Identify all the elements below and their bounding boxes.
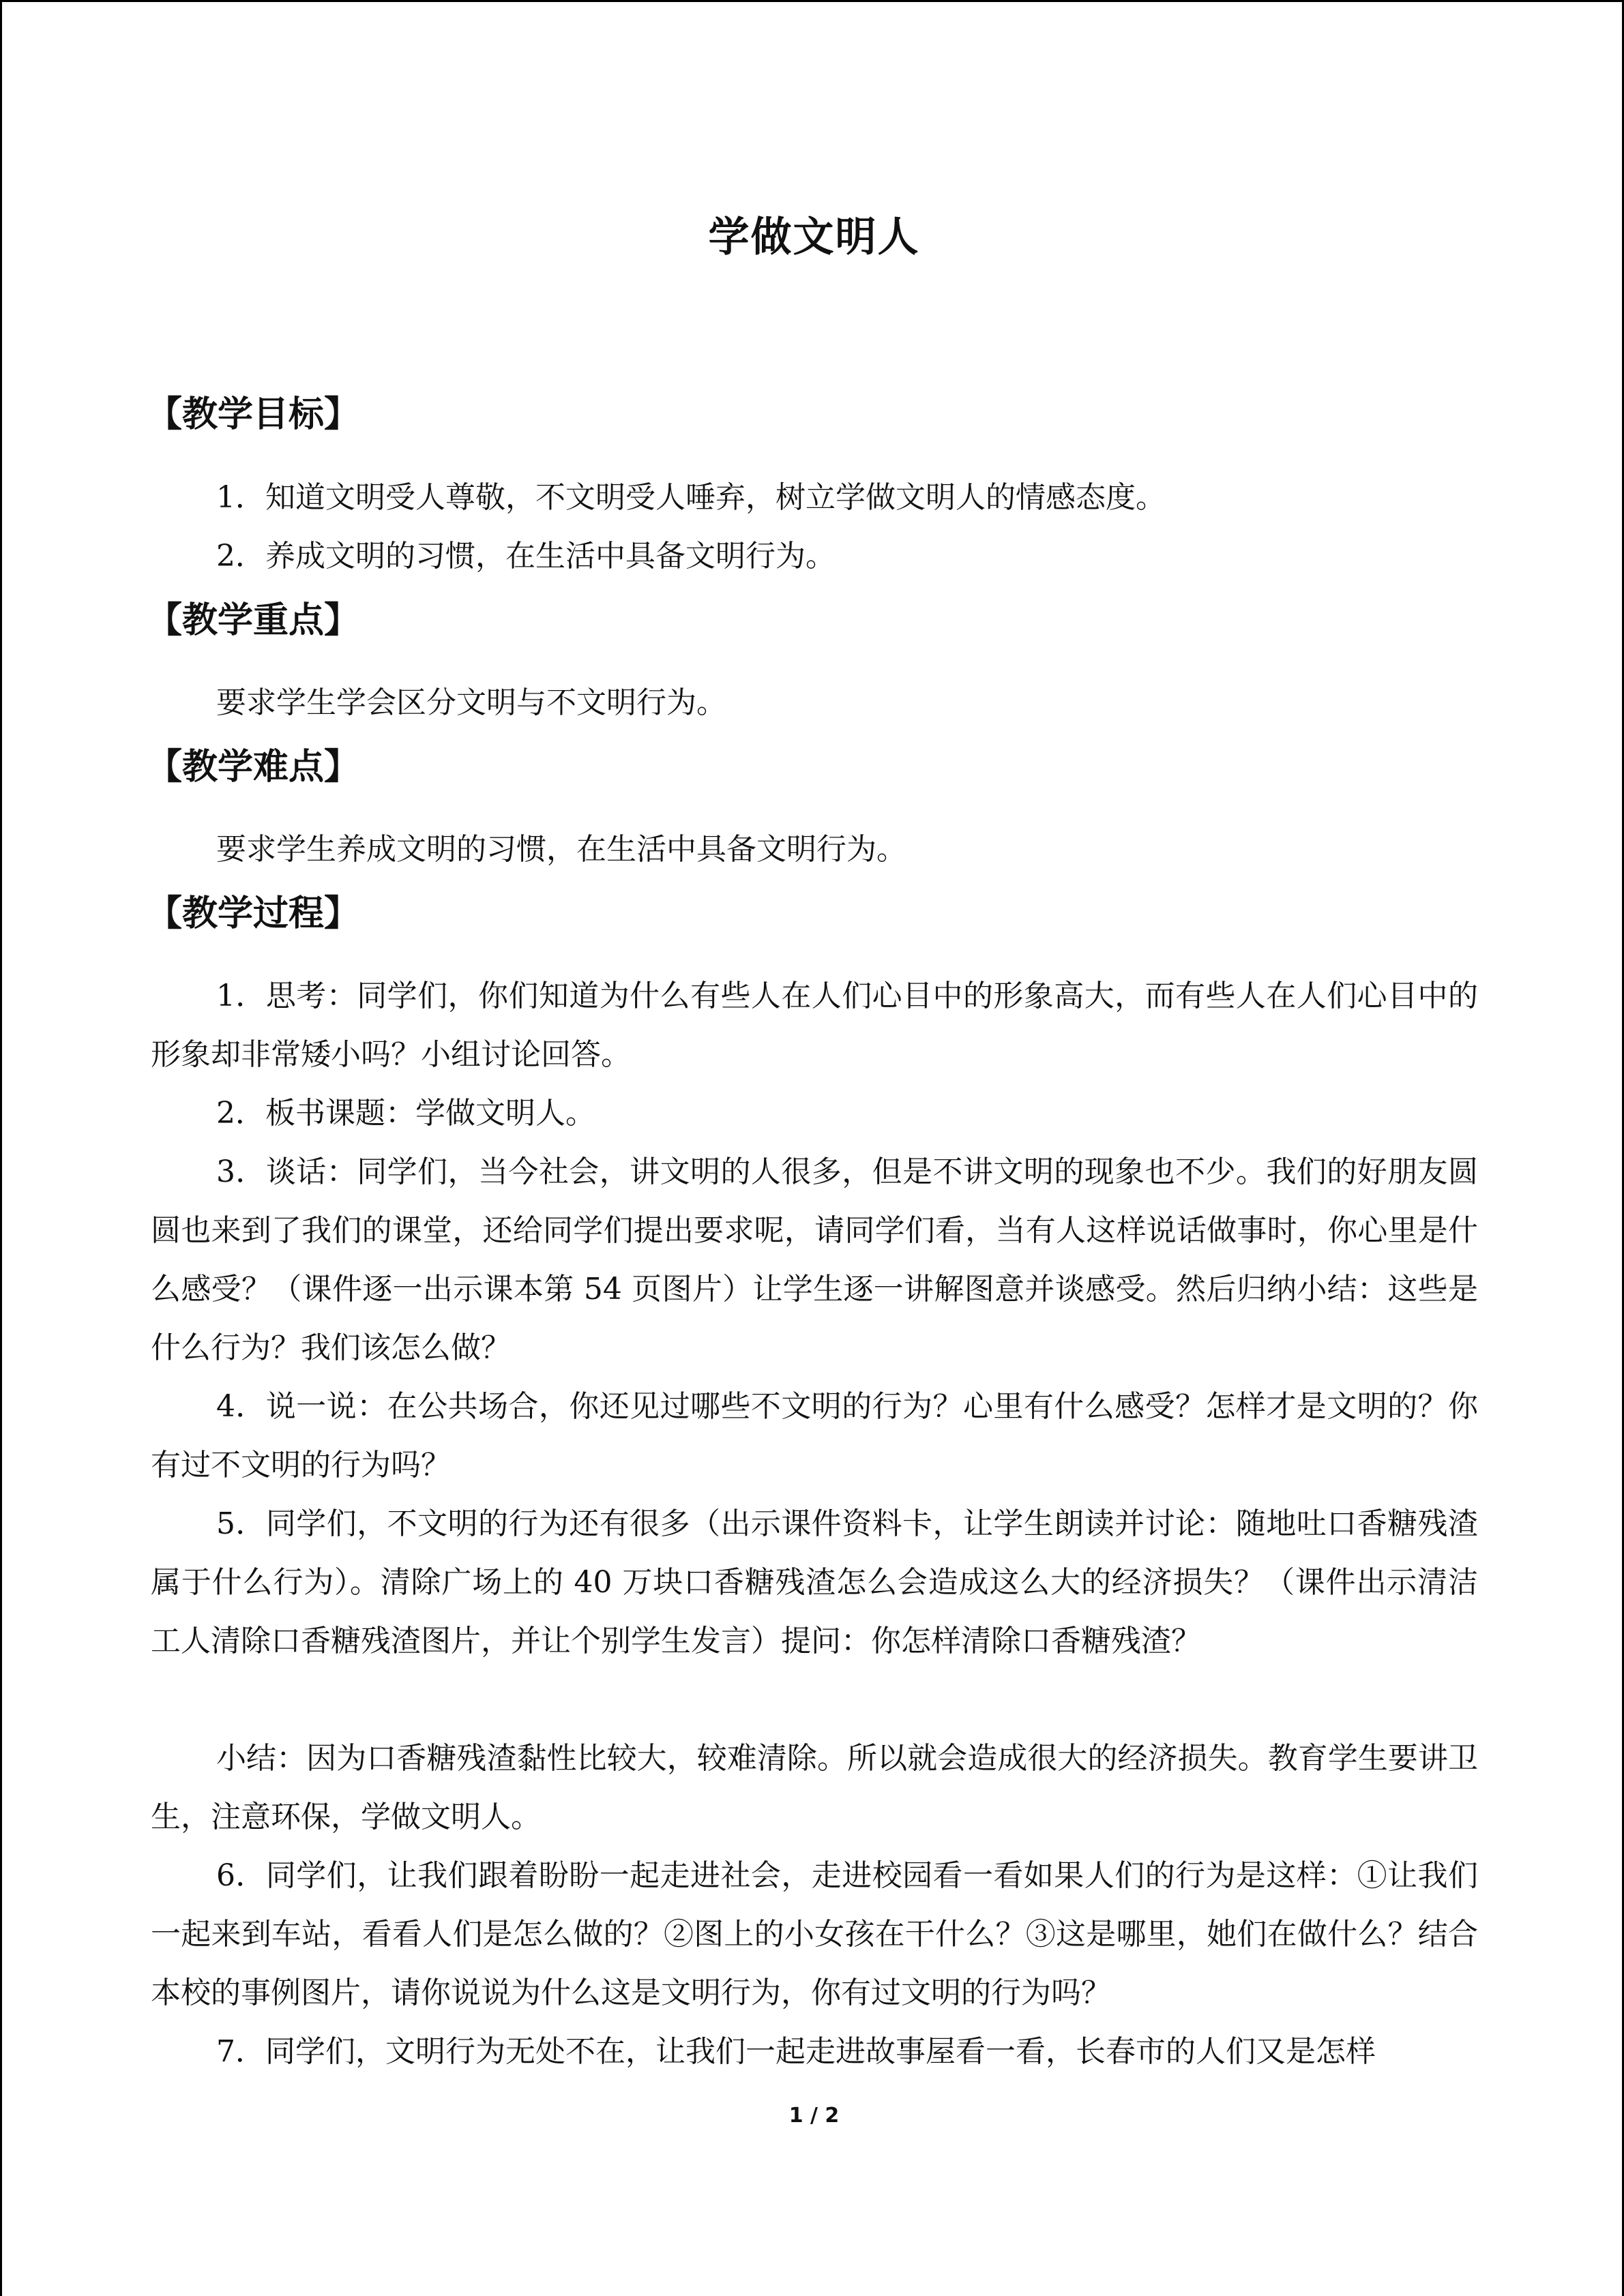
heading-difficulties: 【教学难点】 bbox=[147, 746, 360, 788]
key-points-text: 要求学生学会区分文明与不文明行为。 bbox=[216, 685, 726, 720]
process-paragraph: 3．谈话：同学们，当今社会，讲文明的人很多，但是不讲文明的现象也不少。我们的好朋友圆圆也来到了我们的课堂，还给同学们提出要求呢，请同学们看，当有人这样说话做事时，你心里是什么感受？（课件逐一出示课本第 54 页图片）让学生逐一讲解图意并谈感受。然后归纳小结：这些是什么行为？我们该怎么做？ bbox=[151, 1154, 1478, 1365]
document-title: 学做文明人 bbox=[708, 213, 920, 261]
heading-key-points: 【教学重点】 bbox=[147, 599, 360, 641]
process-paragraph: 7．同学们，文明行为无处不在，让我们一起走进故事屋看一看，长春市的人们又是怎样 bbox=[216, 2034, 1376, 2069]
heading-process: 【教学过程】 bbox=[147, 893, 360, 934]
process-paragraph: 2．板书课题：学做文明人。 bbox=[216, 1096, 595, 1131]
page-number: 1 / 2 bbox=[788, 2104, 840, 2128]
difficulties-text: 要求学生养成文明的习惯，在生活中具备文明行为。 bbox=[216, 832, 906, 867]
process-summary: 小结：因为口香糖残渣黏性比较大，较难清除。所以就会造成很大的经济损失。教育学生要讲卫生，注意环保，学做文明人。 bbox=[151, 1741, 1478, 1834]
objective-item: 2．养成文明的习惯，在生活中具备文明行为。 bbox=[216, 539, 836, 573]
process-paragraph: 6．同学们，让我们跟着盼盼一起走进社会，走进校园看一看如果人们的行为是这样：①让我们一起来到车站，看看人们是怎么做的？②图上的小女孩在干什么？③这是哪里，她们在做什么？结合本校的事例图片，请你说说为什么这是文明行为，你有过文明的行为吗？ bbox=[151, 1858, 1478, 2010]
process-paragraph: 4．说一说：在公共场合，你还见过哪些不文明的行为？心里有什么感受？怎样才是文明的？你有过不文明的行为吗？ bbox=[151, 1389, 1478, 1482]
objective-item: 1．知道文明受人尊敬，不文明受人唾弃，树立学做文明人的情感态度。 bbox=[216, 480, 1166, 515]
heading-objectives: 【教学目标】 bbox=[147, 393, 360, 435]
process-paragraph: 5．同学们，不文明的行为还有很多（出示课件资料卡，让学生朗读并讨论：随地吐口香糖残渣属于什么行为）。清除广场上的 40 万块口香糖残渣怎么会造成这么大的经济损失？（课件出示清洁工人清除口香糖残渣图片，并让个别学生发言）提问：你怎样清除口香糖残渣？ bbox=[151, 1506, 1478, 1658]
process-paragraph: 1．思考：同学们，你们知道为什么有些人在人们心目中的形象高大，而有些人在人们心目中的形象却非常矮小吗？小组讨论回答。 bbox=[151, 979, 1478, 1072]
